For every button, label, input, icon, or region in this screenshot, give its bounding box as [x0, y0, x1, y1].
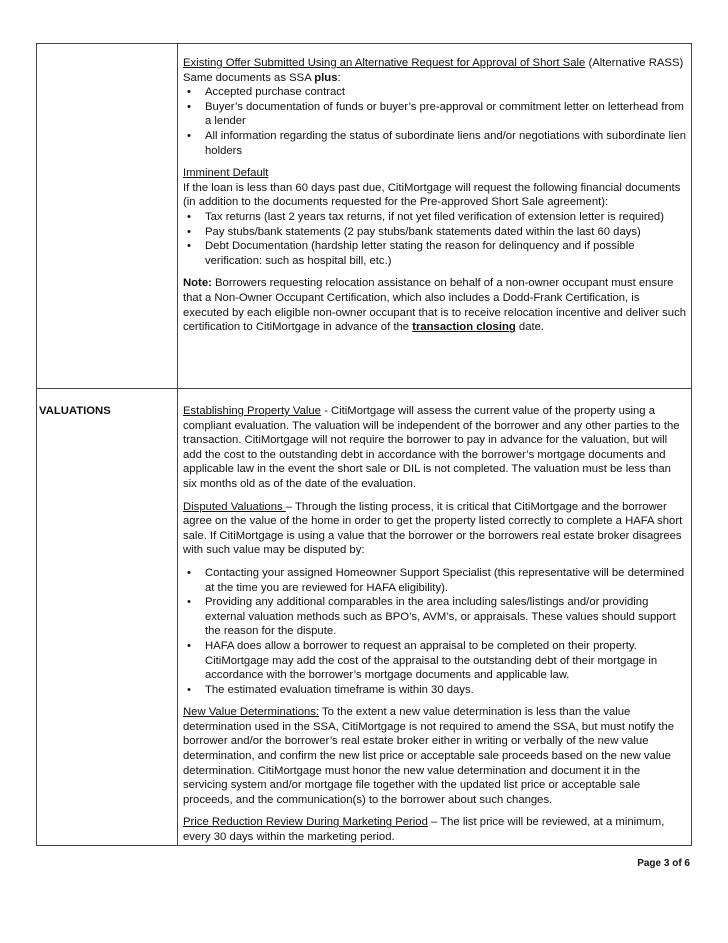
same-docs-prefix: Same documents as SSA [183, 71, 315, 84]
rass-title-suffix: (Alternative RASS) [585, 57, 684, 69]
rass-section [183, 56, 687, 71]
price-reduction-paragraph [183, 815, 687, 844]
same-docs-bold: plus [314, 71, 338, 84]
list-item: • Buyer’s documentation of funds or buyer’s pre-approval or commitment letter on letterhead from a lender [183, 100, 687, 129]
new-value-text: To the extent a new value determination is less than the value determination used in the SSA, CitiMortgage is not required to amend the SSA, but must notify the borrower and/or the borrower’s real estate broker either in writing or verbally of the new value determination, and confirm the new list price or acceptable sale proceeds based on the new value determination. CitiMortgage must honor the new value determination and document it in the servicing system and/or mortgage file together with the updated list price or acceptable sale proceeds, and the communication(s) to the borrower about such changes. [183, 706, 675, 806]
same-docs-line [183, 71, 687, 86]
disputed-bullet-list [183, 566, 687, 697]
list-item: • Debt Documentation (hardship letter stating the reason for delinquency and if possible verification: such as hospital bill, etc.) [183, 239, 687, 268]
note-paragraph [183, 276, 687, 334]
row-label-valuations: VALUATIONS [39, 405, 111, 417]
row-label [37, 44, 177, 59]
list-item: • Contacting your assigned Homeowner Support Specialist (this representative will be determined at the time you are reviewed for HAFA eligibility). [183, 566, 687, 595]
list-item: • Tax returns (last 2 years tax returns, if not yet filed verification of extension letter is required) [183, 210, 687, 225]
row-content-cell [178, 389, 692, 846]
imminent-default-title [183, 166, 687, 181]
disputed-title: Disputed Valuations [183, 500, 286, 513]
note-suffix: date. [515, 321, 545, 334]
rass-bullet-list [183, 85, 687, 158]
establishing-title: Establishing Property Value [183, 405, 321, 417]
list-item: • Pay stubs/bank statements (2 pay stubs/bank statements dated within the last 60 days) [183, 225, 687, 240]
imminent-default-text: If the loan is less than 60 days past due, CitiMortgage will request the following financial documents (in addition to the documents requested for the Pre-approved Short Sale agreement): [183, 181, 681, 209]
note-text: Borrowers requesting relocation assistance on behalf of a non-owner occupant must ensure that a Non-Owner Occupant Certification, which also includes a Dodd-Frank Certification, is executed by each eligible non-owner occupant that is to receive relocation incentive and deliver such certification to CitiMortgage in advance of the [183, 277, 687, 334]
list-item: • All information regarding the status of subordinate liens and/or negotiations with subordinate lien holders [183, 129, 687, 158]
establishing-text: - CitiMortgage will assess the current value of the property using a compliant evaluation. The valuation will be independent of the borrower and any other parties to the transaction. CitiMortgage will not require the borrower to pay in advance for the valuation, but will add the cost to the outstanding debt in accordance with the borrower’s mortgage documents and applicable law in the event the short sale or DIL is not completed. The valuation must be less than six months old as of the date of the evaluation. [183, 405, 680, 490]
table-row [37, 389, 692, 846]
note-emphasis: transaction closing [412, 321, 516, 334]
disputed-paragraph [183, 500, 687, 558]
new-value-paragraph [183, 705, 687, 807]
row-label-cell [37, 389, 178, 846]
list-item: • The estimated evaluation timeframe is within 30 days. [183, 683, 687, 698]
list-item: • HAFA does allow a borrower to request an appraisal to be completed on their property. CitiMortgage may add the cost of the appraisal to the outstanding debt of their mortgage in accordance with the borrower’s mortgage documents and applicable law. [183, 639, 687, 683]
document-table [36, 43, 692, 846]
row-label-cell [37, 44, 178, 389]
price-reduction-text: – The list price will be reviewed, at a minimum, every 30 days within the marketing period. [183, 816, 665, 844]
establishing-paragraph [183, 404, 687, 492]
note-label: Note: [183, 277, 212, 290]
same-docs-suffix: : [337, 71, 341, 84]
rass-title: Existing Offer Submitted Using an Alternative Request for Approval of Short Sale [183, 57, 586, 69]
list-item: • Providing any additional comparables in the area including sales/listings and/or providing external valuation methods such as BPO’s, AVM’s, or appraisals. These values should support the reason for the dispute. [183, 595, 687, 639]
imminent-bullet-list [183, 210, 687, 268]
page-number: Page 3 of 6 [637, 858, 690, 869]
table-row [37, 44, 692, 389]
disputed-text: – Through the listing process, it is critical that CitiMortgage and the borrower agree on the value of the home in order to get the property listed correctly to complete a HAFA short sale. If CitiMortgage is using a value that the borrower or the borrowers real estate broker disagrees with such value may be disputed by: [183, 500, 683, 557]
new-value-title: New Value Determinations: [183, 706, 320, 719]
price-reduction-title: Price Reduction Review During Marketing Period [183, 816, 428, 829]
row-content-cell [178, 44, 692, 389]
imminent-title: Imminent Default [183, 167, 269, 180]
list-item: • Accepted purchase contract [183, 85, 687, 100]
